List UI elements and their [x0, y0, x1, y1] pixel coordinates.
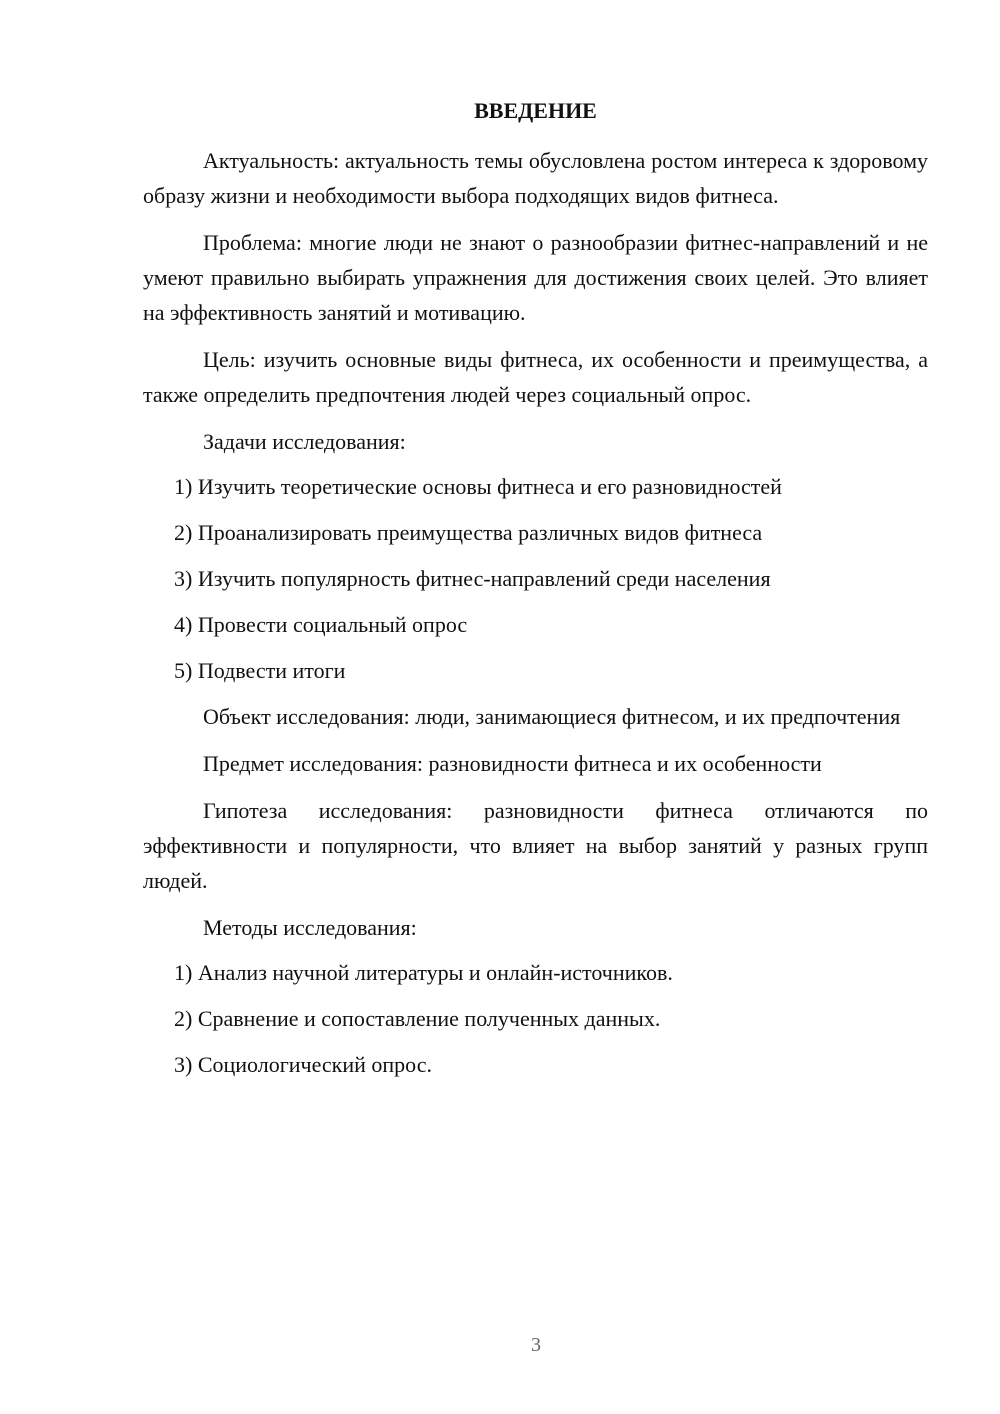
method-item: 3) Социологический опрос.	[174, 1052, 432, 1077]
task-item: 3) Изучить популярность фитнес-направлений среди населения	[174, 566, 771, 591]
problem-paragraph: Проблема: многие люди не знают о разнообразии фитнес-направлений и не умеют правильно выбирать упражнения для достижения своих целей. Это влияет на эффективность занятий и мотивацию.	[143, 230, 928, 325]
methods-list	[143, 955, 928, 1082]
task-item: 5) Подвести итоги	[174, 658, 346, 683]
goal-paragraph: Цель: изучить основные виды фитнеса, их особенности и преимущества, а также определить предпочтения людей через социальный опрос.	[143, 347, 928, 407]
task-item: 2) Проанализировать преимущества различных видов фитнеса	[174, 520, 763, 545]
page-content	[143, 97, 928, 1093]
task-item: 4) Провести социальный опрос	[174, 612, 468, 637]
hypothesis-paragraph: Гипотеза исследования: разновидности фитнеса отличаются по эффективности и популярности, что влияет на выбор занятий у разных групп людей.	[143, 798, 928, 893]
subject-paragraph: Предмет исследования: разновидности фитнеса и их особенности	[203, 751, 822, 776]
section-title: ВВЕДЕНИЕ	[474, 98, 597, 123]
tasks-list	[143, 469, 928, 688]
tasks-heading: Задачи исследования:	[203, 429, 406, 454]
method-item: 1) Анализ научной литературы и онлайн-источников.	[174, 960, 673, 985]
methods-heading: Методы исследования:	[203, 915, 417, 940]
page-number: 3	[531, 1334, 541, 1356]
object-paragraph: Объект исследования: люди, занимающиеся фитнесом, и их предпочтения	[203, 704, 901, 729]
method-item: 2) Сравнение и сопоставление полученных данных.	[174, 1006, 661, 1031]
relevance-paragraph: Актуальность: актуальность темы обусловлена ростом интереса к здоровому образу жизни и необходимости выбора подходящих видов фитнеса.	[143, 148, 928, 208]
task-item: 1) Изучить теоретические основы фитнеса и его разновидностей	[174, 474, 782, 499]
